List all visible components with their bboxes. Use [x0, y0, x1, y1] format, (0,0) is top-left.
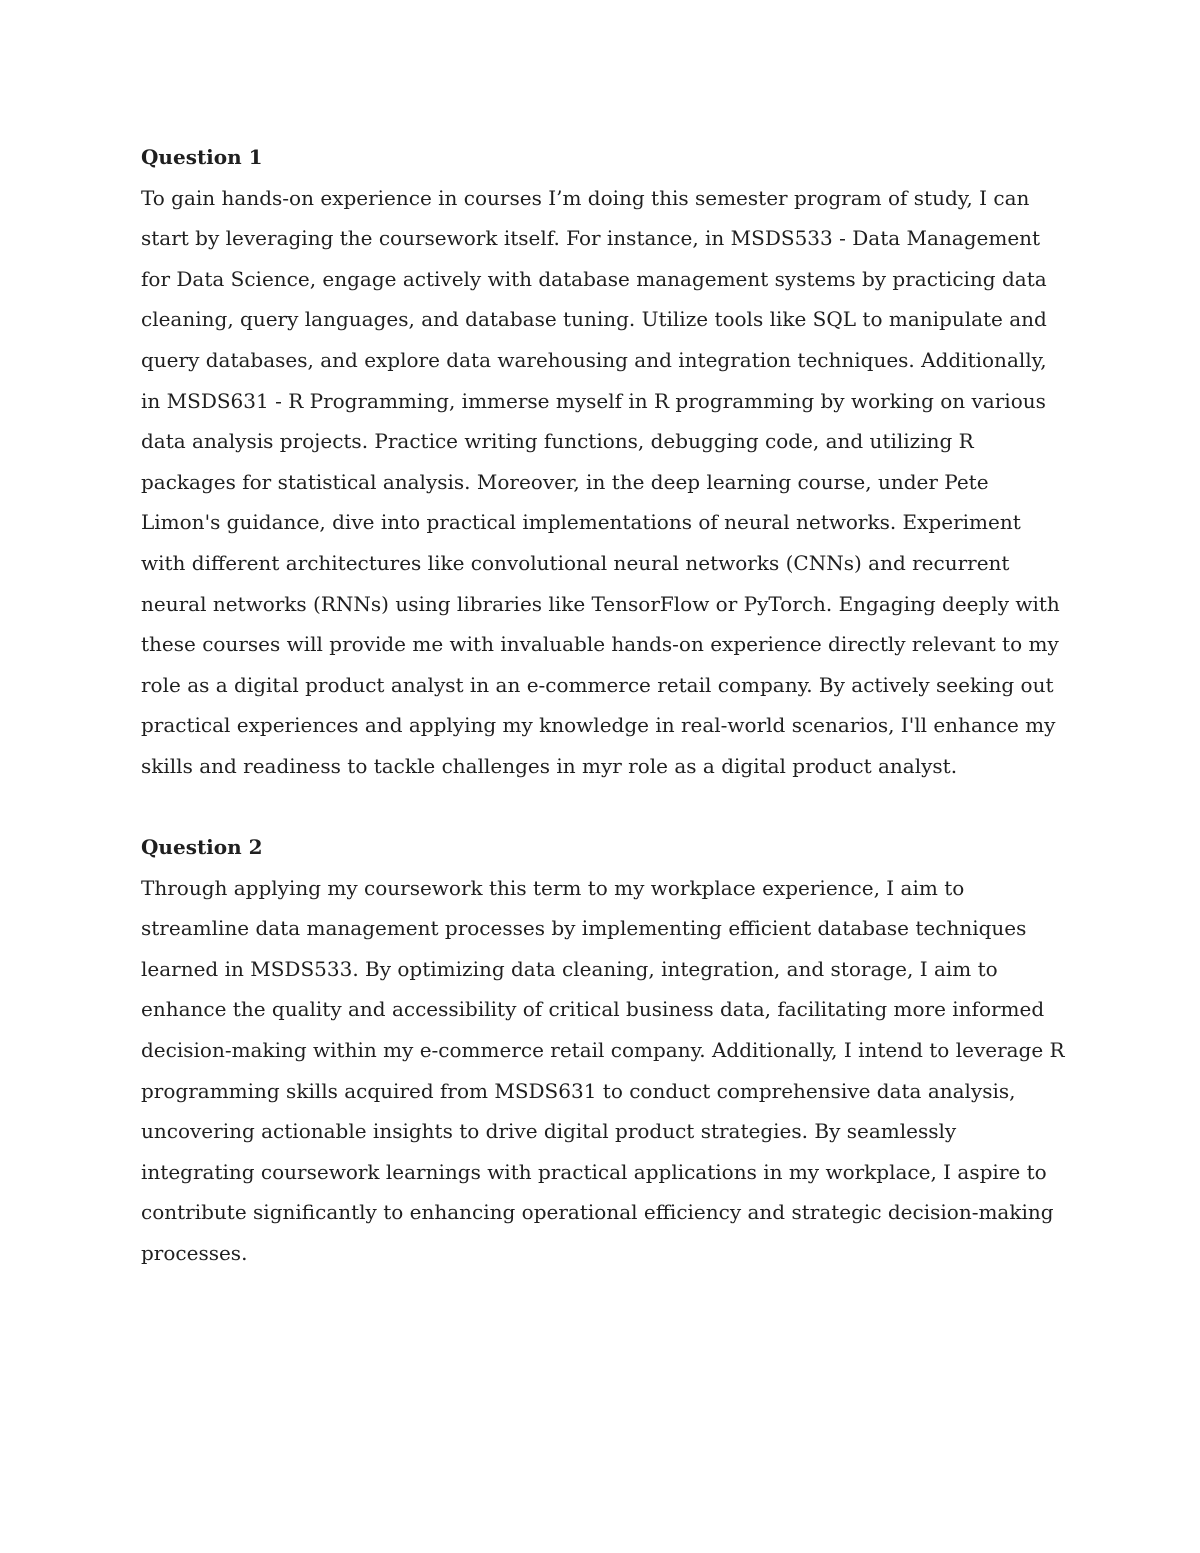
question-1-heading: Question 1	[141, 145, 263, 169]
question-1-answer: To gain hands-on experience in courses I’m doing this semester program of study, I can start by leveraging the coursework itself. For instance, in MSDS533 - Data Management for Data Science, engage actively with database management systems by practicing data cleaning, query languages, and database tuning. Utilize tools like SQL to manipulate and query databases, and explore data warehousing and integration techniques. Additionally, in MSDS631 - R Programming, immerse myself in R programming by working on various data analysis projects. Practice writing functions, debugging code, and utilizing R packages for statistical analysis. Moreover, in the deep learning course, under Pete Limon's guidance, dive into practical implementations of neural networks. Experiment with different architectures like convolutional neural networks (CNNs) and recurrent neural networks (RNNs) using libraries like TensorFlow or PyTorch. Engaging deeply with these courses will provide me with invaluable hands-on experience directly relevant to my role as a digital product analyst in an e-commerce retail company. By actively seeking out practical experiences and applying my knowledge in real-world scenarios, I'll enhance my skills and readiness to tackle challenges in myr role as a digital product analyst.	[141, 185, 1060, 778]
document-content	[141, 137, 1066, 1274]
question-2-heading: Question 2	[141, 835, 263, 860]
section-spacer	[141, 787, 1066, 828]
question-2-answer: Through applying my coursework this term to my workplace experience, I aim to streamline data management processes by implementing efficient database techniques learned in MSDS533. By optimizing data cleaning, integration, and storage, I aim to enhance the quality and accessibility of critical business data, facilitating more informed decision-making within my e-commerce retail company. Additionally, I intend to leverage R programming skills acquired from MSDS631 to conduct comprehensive data analysis, uncovering actionable insights to drive digital product strategies. By seamlessly integrating coursework learnings with practical applications in my workplace, I aspire to contribute significantly to enhancing operational efficiency and strategic decision-making processes.	[141, 875, 1065, 1266]
